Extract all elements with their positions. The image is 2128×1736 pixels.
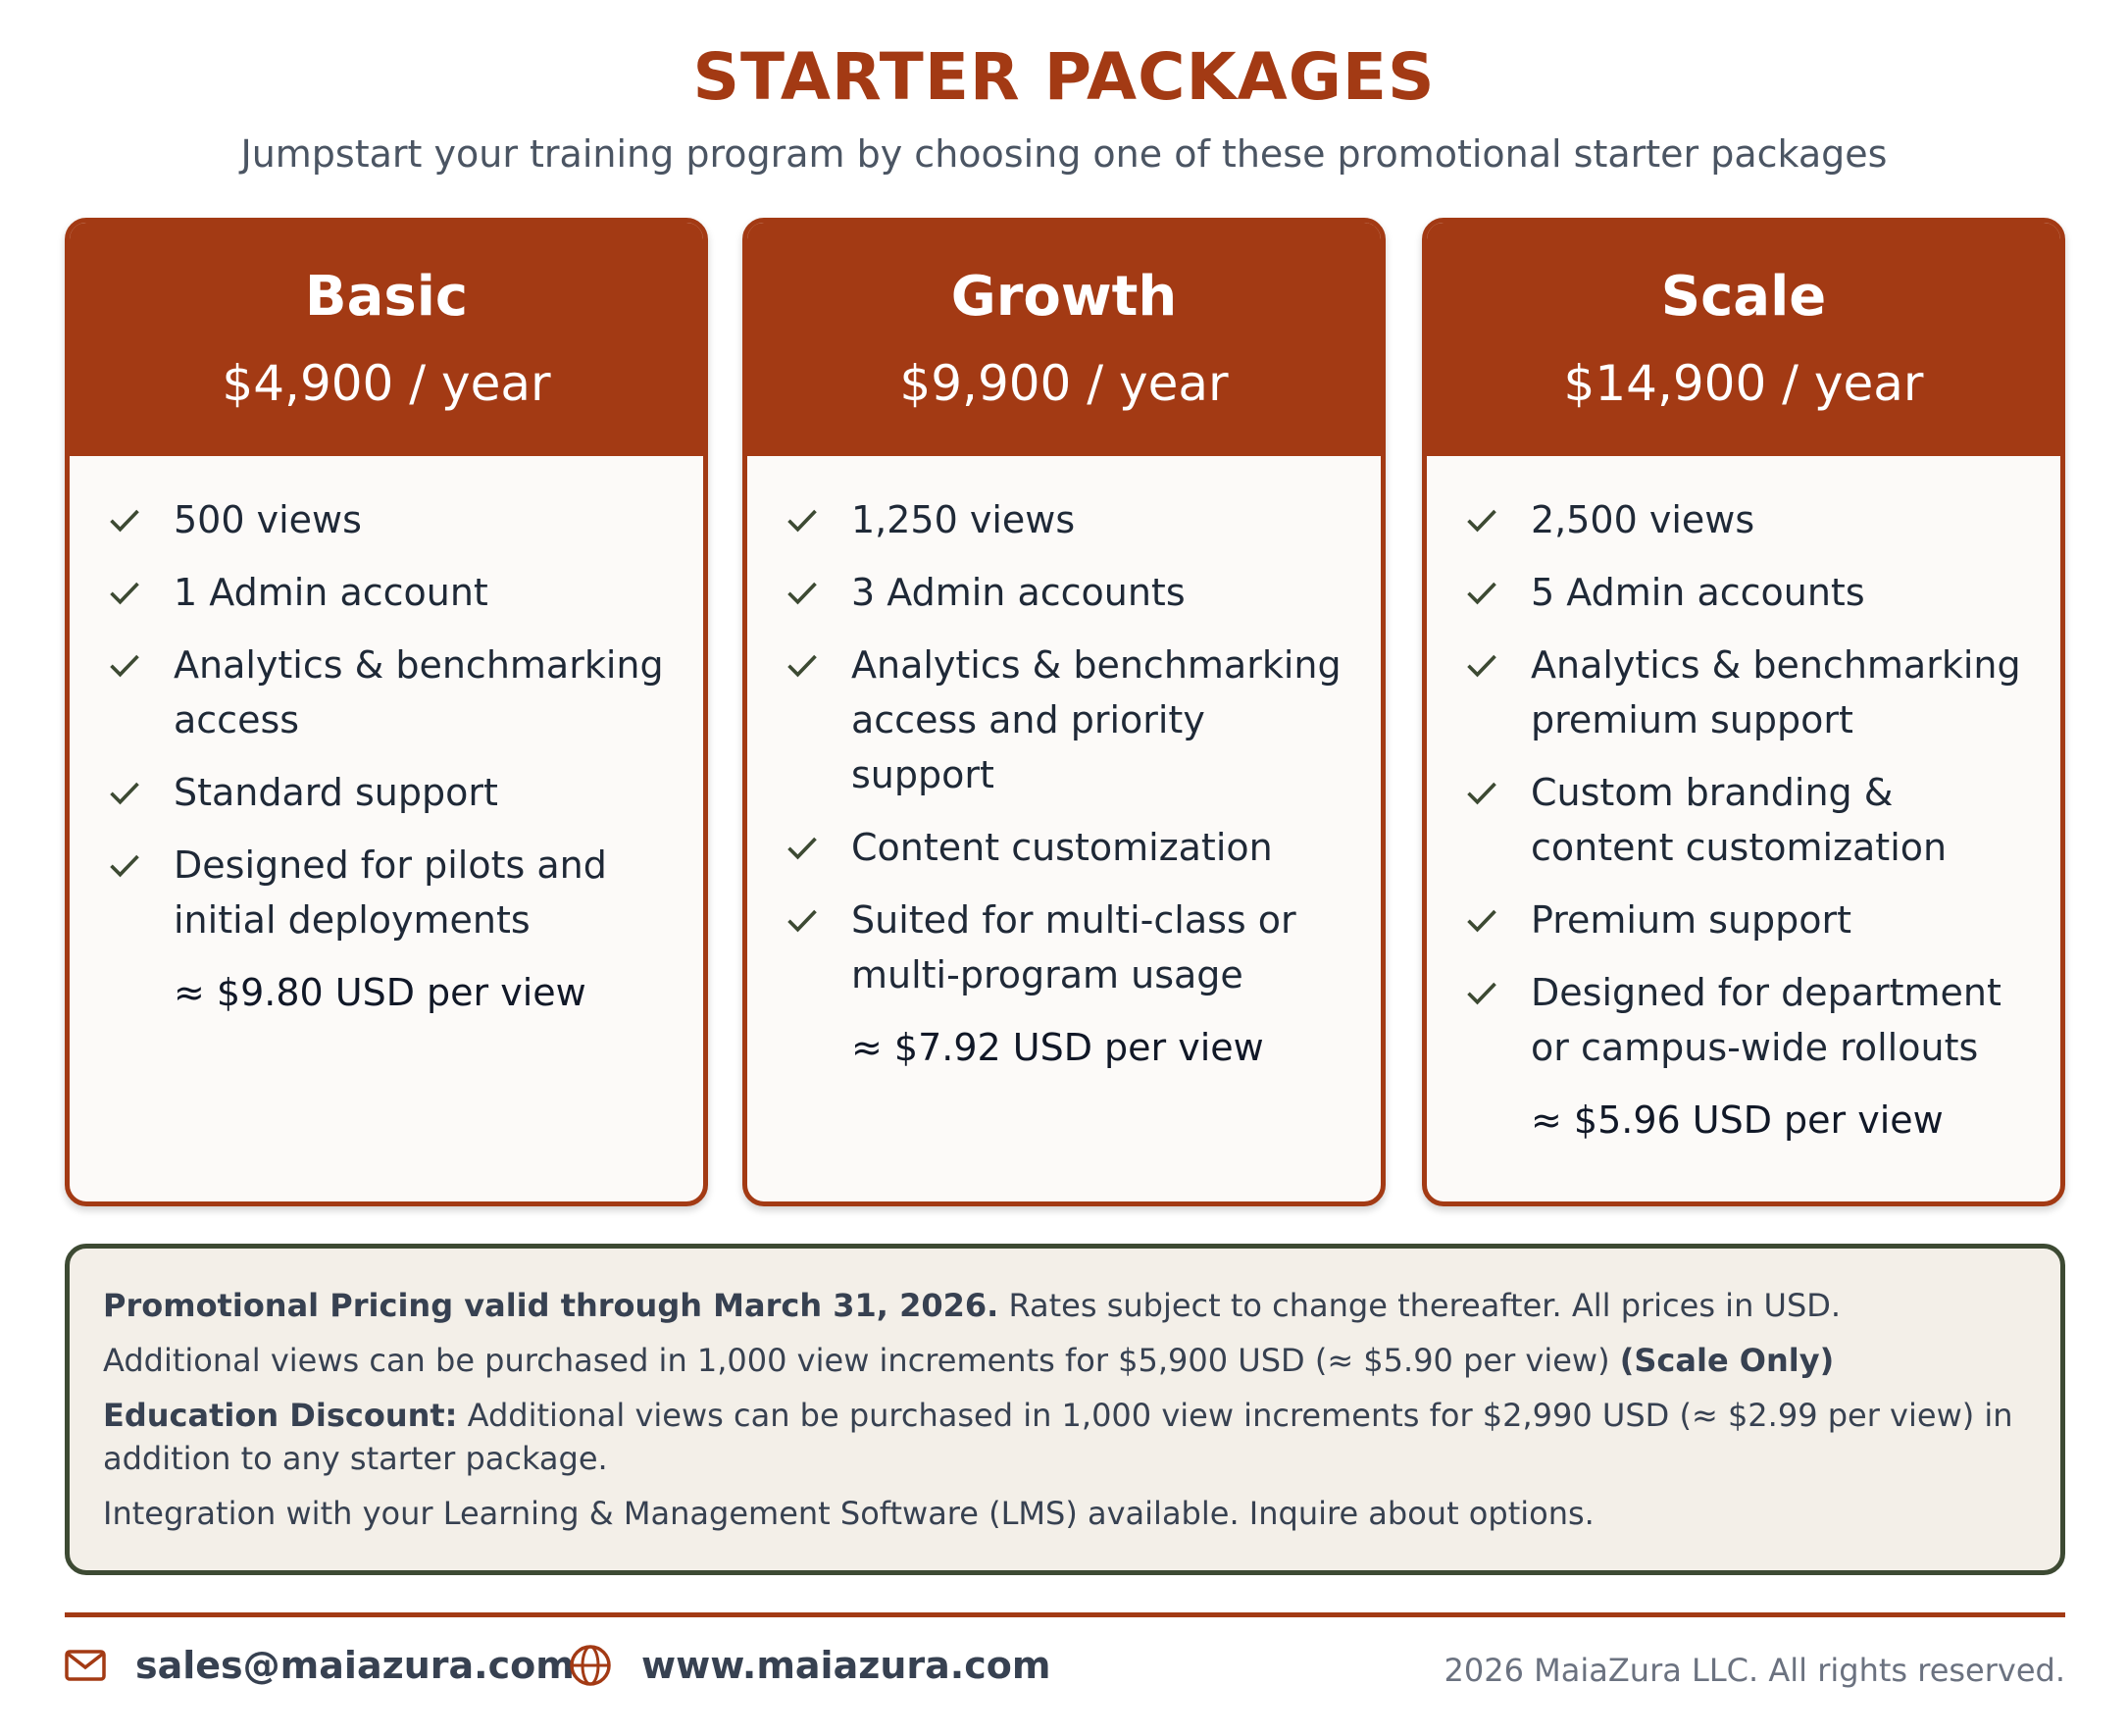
check-icon — [1464, 775, 1499, 810]
per-view-price: ≈ $5.96 USD per view — [1531, 1098, 1944, 1142]
check-icon — [1464, 575, 1499, 610]
feature-text: Content customization — [851, 826, 1273, 869]
lms-note: Integration with your Learning & Management Software (LMS) available. Inquire about options. — [103, 1495, 1595, 1532]
feature-text: 5 Admin accounts — [1531, 571, 1865, 614]
package-name: Basic — [304, 265, 469, 329]
check-icon — [107, 775, 142, 810]
feature-item — [1464, 965, 2035, 1075]
check-icon — [107, 647, 142, 683]
check-icon — [785, 902, 820, 938]
check-icon — [785, 502, 820, 537]
feature-list — [70, 456, 678, 947]
copyright: 2026 MaiaZura LLC. All rights reserved. — [1444, 1652, 2065, 1689]
feature-text: Analytics & benchmarking access — [174, 643, 664, 741]
education-discount-text: Additional views can be purchased in 1,000 view increments for $2,990 USD (≈ $2.99 per view) in addition to any starter package. — [103, 1397, 2013, 1477]
check-icon — [107, 502, 142, 537]
additional-views-note — [103, 1339, 2027, 1382]
feature-list — [1427, 456, 2035, 1075]
feature-text: Designed for pilots and initial deployments — [174, 843, 607, 942]
check-icon — [1464, 647, 1499, 683]
footer-email[interactable] — [65, 1644, 575, 1687]
feature-item — [107, 638, 678, 747]
package-price: $14,900 / year — [1563, 355, 1924, 412]
website-link[interactable]: www.maiazura.com — [641, 1644, 1051, 1687]
feature-text: Analytics & benchmarking access and priority support — [851, 643, 1342, 796]
check-icon — [785, 575, 820, 610]
feature-text: Custom branding & content customization — [1531, 771, 1948, 869]
feature-text: Premium support — [1531, 898, 1852, 942]
package-header — [747, 223, 1381, 456]
pricing-notes — [65, 1244, 2065, 1575]
feature-item — [1464, 765, 2035, 875]
promo-note — [103, 1284, 2027, 1327]
feature-item — [1464, 492, 2035, 547]
check-icon — [1464, 975, 1499, 1010]
feature-item — [1464, 565, 2035, 620]
feature-item — [785, 820, 1355, 875]
check-icon — [785, 647, 820, 683]
feature-item — [785, 893, 1355, 1002]
check-icon — [107, 847, 142, 883]
page-title: STARTER PACKAGES — [692, 39, 1436, 115]
package-card-growth — [742, 218, 1386, 1206]
feature-item — [785, 638, 1355, 802]
package-name: Growth — [950, 265, 1178, 329]
promo-note-text: Rates subject to change thereafter. All prices in USD. — [998, 1287, 1842, 1324]
feature-text: 3 Admin accounts — [851, 571, 1186, 614]
feature-text: Designed for department or campus-wide rollouts — [1531, 971, 2001, 1069]
check-icon — [1464, 502, 1499, 537]
package-header — [1427, 223, 2060, 456]
promo-note-bold: Promotional Pricing valid through March 31, 2026. — [103, 1287, 999, 1324]
feature-item — [1464, 893, 2035, 947]
package-price: $9,900 / year — [899, 355, 1229, 412]
check-icon — [1464, 902, 1499, 938]
check-icon — [785, 830, 820, 865]
feature-text: 2,500 views — [1531, 498, 1755, 541]
package-card-scale — [1422, 218, 2065, 1206]
feature-item — [107, 838, 678, 947]
feature-item — [785, 565, 1355, 620]
feature-item — [785, 492, 1355, 547]
package-price: $4,900 / year — [222, 355, 551, 412]
additional-views-text: Additional views can be purchased in 1,000 view increments for $5,900 USD (≈ $5.90 per view) — [103, 1342, 1620, 1379]
footer-website[interactable] — [569, 1644, 1050, 1687]
feature-text: 1,250 views — [851, 498, 1076, 541]
feature-item — [1464, 638, 2035, 747]
package-header — [70, 223, 703, 456]
per-view-price: ≈ $9.80 USD per view — [174, 971, 586, 1014]
email-link[interactable]: sales@maiazura.com — [135, 1644, 575, 1687]
check-icon — [107, 575, 142, 610]
additional-views-bold: (Scale Only) — [1619, 1342, 1835, 1379]
package-name: Scale — [1660, 265, 1827, 329]
feature-item — [107, 492, 678, 547]
feature-list — [747, 456, 1355, 1002]
per-view-price: ≈ $7.92 USD per view — [851, 1026, 1264, 1069]
mail-icon — [65, 1650, 106, 1681]
globe-icon — [569, 1644, 612, 1687]
feature-text: 1 Admin account — [174, 571, 488, 614]
education-discount-bold: Education Discount: — [103, 1397, 458, 1434]
feature-text: Analytics & benchmarking premium support — [1531, 643, 2021, 741]
feature-item — [107, 765, 678, 820]
feature-item — [107, 565, 678, 620]
feature-text: 500 views — [174, 498, 362, 541]
feature-text: Suited for multi-class or multi-program usage — [851, 898, 1296, 996]
package-card-basic — [65, 218, 708, 1206]
feature-text: Standard support — [174, 771, 498, 814]
page-subtitle: Jumpstart your training program by choosing one of these promotional starter packages — [240, 132, 1888, 176]
footer-divider — [65, 1612, 2065, 1617]
education-discount-note — [103, 1394, 2027, 1480]
